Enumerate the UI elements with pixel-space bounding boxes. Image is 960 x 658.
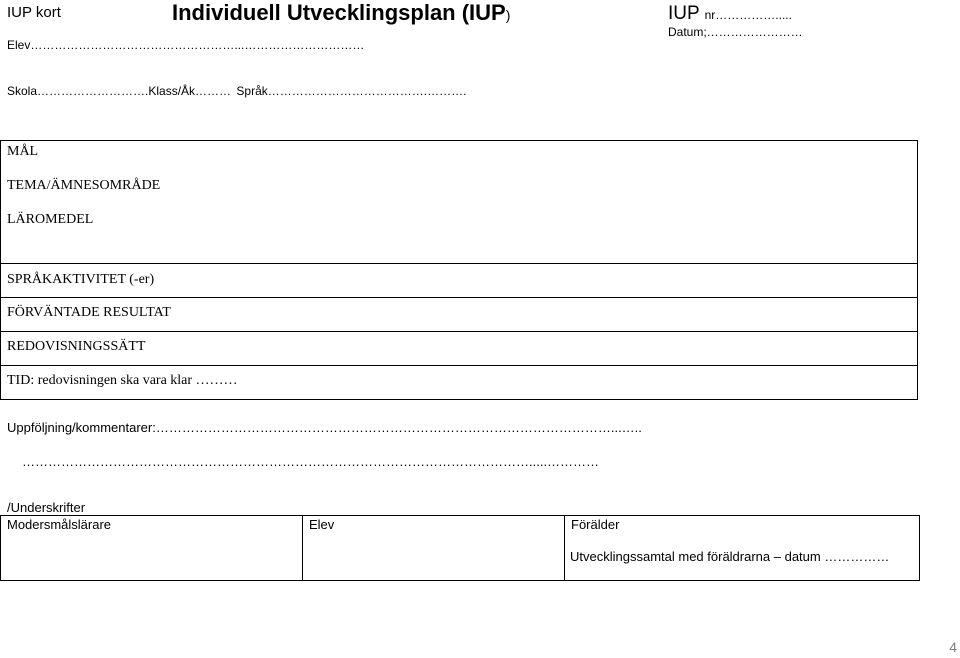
forvantade-resultat-cell: FÖRVÄNTADE RESULTAT (1, 298, 918, 332)
table-row (1, 366, 918, 400)
doc-label-iup-kort: IUP kort (7, 4, 61, 21)
table-row (1, 141, 918, 264)
signature-table (0, 515, 920, 581)
table-row (1, 264, 918, 298)
signatures-heading: /Underskrifter (7, 500, 86, 515)
foralder-label: Förälder (571, 517, 620, 532)
sprakaktivitet-cell: SPRÅKAKTIVITET (-er) (1, 264, 918, 298)
skola-klass-field: Skola……………………….Klass/Åk……… (7, 84, 232, 98)
mal-label: MÅL (7, 144, 39, 159)
page-title (172, 0, 510, 26)
iup-number-field (668, 3, 792, 25)
table-row (1, 298, 918, 332)
followup-comments-line-2: ……………………………………………………………………………………………………….....………… (22, 454, 600, 469)
signature-cell-elev (303, 516, 565, 581)
goal-header-cell (1, 141, 918, 264)
followup-comments-line: Uppföljning/kommentarer:……………………………………………………………………………………………...….. (7, 420, 642, 435)
sprak-field: Språk………………………………….………. (236, 84, 467, 98)
school-class-language-line (7, 84, 468, 98)
title-text: Individuell Utvecklingsplan (IUP (172, 0, 506, 25)
elev-signature-label: Elev (309, 517, 335, 532)
signature-cell-foralder (565, 516, 920, 581)
utvecklingssamtal-date-line: Utvecklingssamtal med föräldrarna – datum …………… (570, 549, 890, 564)
tid-cell: TID: redovisningen ska vara klar ……… (1, 366, 918, 400)
page-number: 4 (949, 639, 957, 655)
iup-label: IUP (668, 3, 700, 24)
table-row (1, 332, 918, 366)
tema-label: TEMA/ÄMNESOMRÅDE (7, 178, 161, 193)
table-row (1, 516, 920, 581)
laromedel-label: LÄROMEDEL (7, 212, 94, 227)
datum-field-line: Datum;…………………… (668, 25, 803, 39)
redovisningssatt-cell: REDOVISNINGSSÄTT (1, 332, 918, 366)
signature-cell-modersmalslarare (1, 516, 303, 581)
modersmalslarare-label: Modersmålslärare (7, 517, 112, 532)
goal-table (0, 140, 918, 400)
title-paren: ) (505, 7, 511, 23)
iup-nr-line: nr……………..... (704, 8, 792, 22)
elev-field-line: Elev……………………………………………...………………………… (7, 38, 365, 52)
